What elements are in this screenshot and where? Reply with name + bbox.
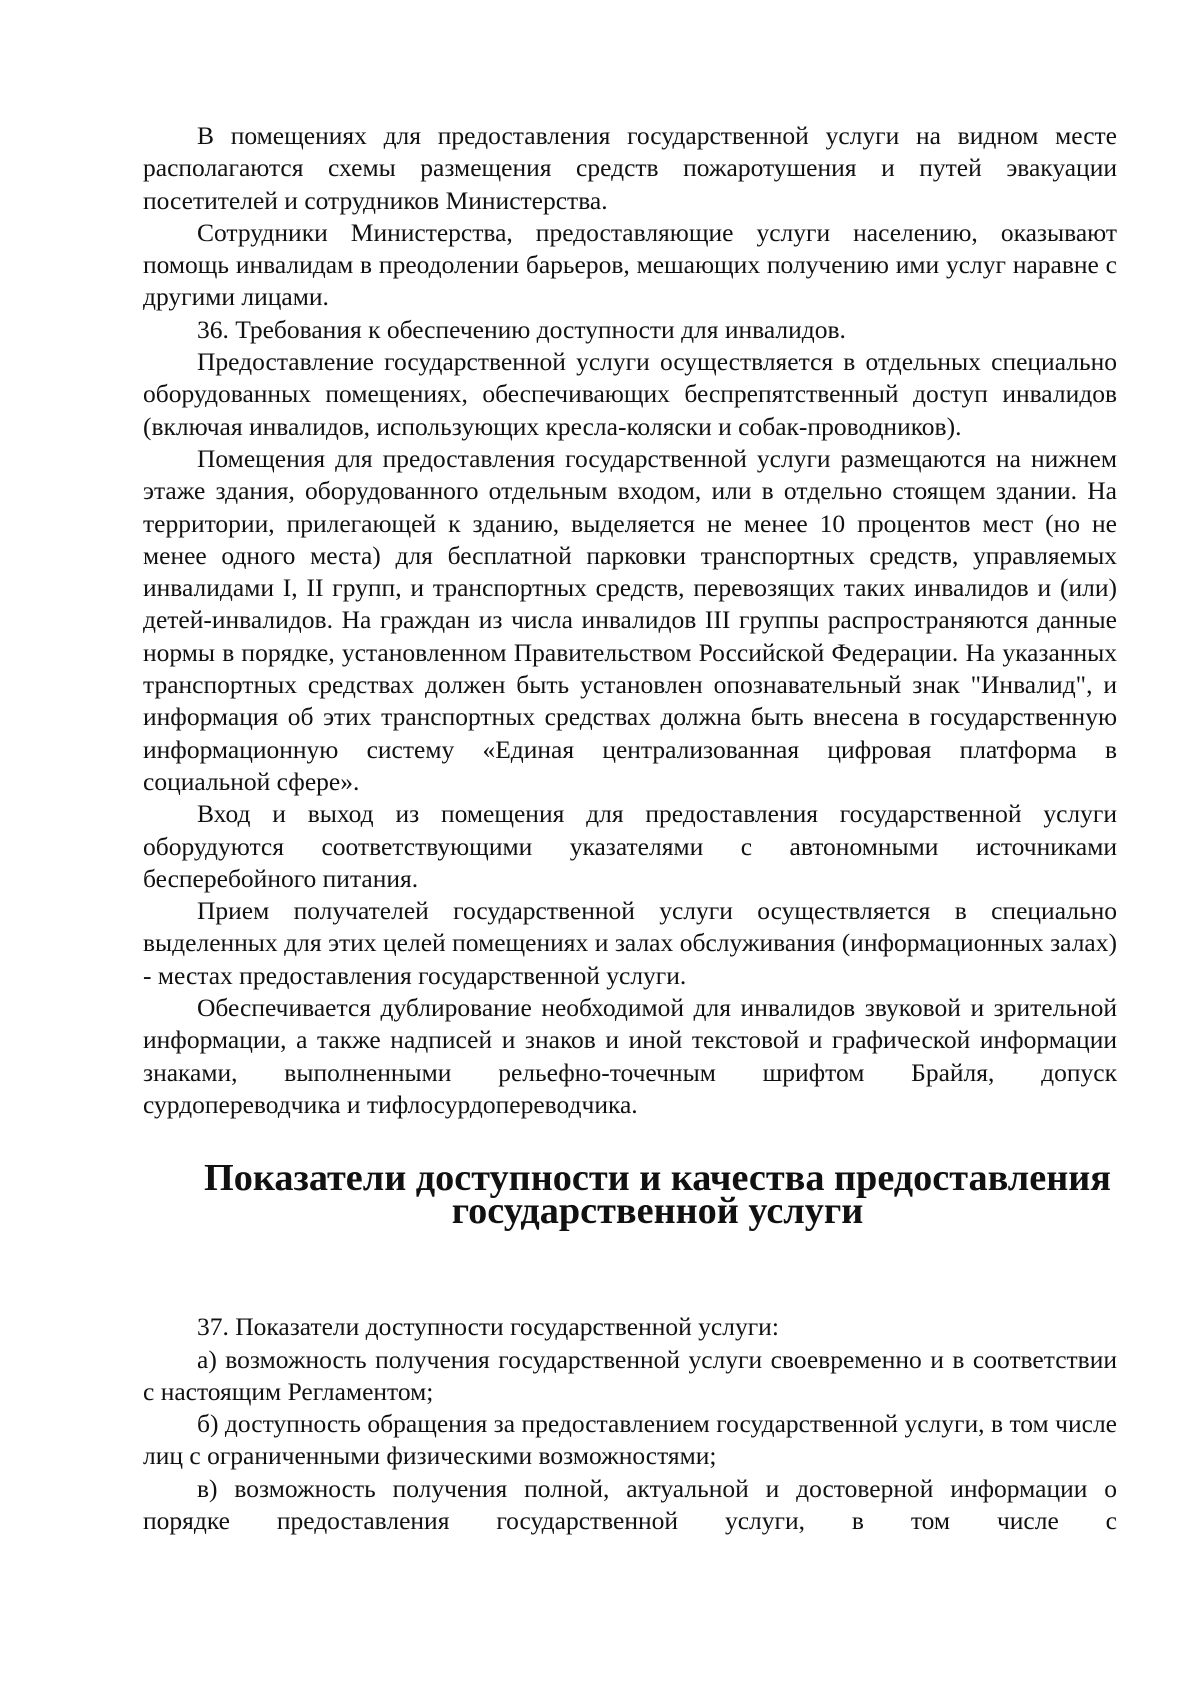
paragraph-braille: Обеспечивается дублирование необходимой для инвалидов звуковой и зрительной информации, а также надписей и знаков и иной текстовой и графической информации знаками, выполненными рельефно-точечным шрифтом Брайля, допуск сурдопереводчика и тифлосурдопереводчика. — [143, 993, 1117, 1119]
paragraph-item-36: 36. Требования к обеспечению доступности для инвалидов. — [197, 314, 846, 344]
list-item-a: а) возможность получения государственной услуги своевременно и в соответствии с настоящим Регламентом; — [143, 1344, 1117, 1406]
paragraph-item-37: 37. Показатели доступности государственной услуги: — [197, 1312, 779, 1342]
paragraph-staff-assistance: Сотрудники Министерства, предоставляющие услуги населению, оказывают помощь инвалидам в преодолении барьеров, мешающих получению ими услуг наравне с другими лицами. — [143, 217, 1117, 312]
section-title — [143, 1157, 1117, 1232]
section-title-line-2: государственной услуги — [451, 1189, 864, 1232]
list-item-c: в) возможность получения полной, актуальной и достоверной информации о порядке предоставления государственной услуги, в том числе с — [143, 1473, 1117, 1535]
paragraph-parking: Помещения для предоставления государственной услуги размещаются на нижнем этаже здания, оборудованного отдельным входом, или в отдельно стоящем здании. На территории, прилегающей к зданию, выделяется не менее 10 процентов мест (но не менее одного места) для бесплатной парковки транспортных средств, управляемых инвалидами I, II групп, и транспортных средств, перевозящих таких инвалидов и (или) детей-инвалидов. На граждан из числа инвалидов III группы распространяются данные нормы в порядке, установленном Правительством Российской Федерации. На указанных транспортных средствах должен быть установлен опознавательный знак "Инвалид", и информация об этих транспортных средствах должна быть внесена в государственную информационную систему «Единая централизованная цифровая платформа в социальной сфере». — [143, 443, 1117, 796]
paragraph-equipped-premises: Предоставление государственной услуги осуществляется в отдельных специально оборудованных помещениях, обеспечивающих беспрепятственный доступ инвалидов (включая инвалидов, использующих кресла-коляски и собак-проводников). — [143, 347, 1117, 441]
document-page — [143, 120, 1117, 1537]
section-title-line-1: Показатели доступности и качества предоставления — [204, 1157, 1111, 1200]
paragraph-reception: Прием получателей государственной услуги осуществляется в специально выделенных для этих целей помещениях и залах обслуживания (информационных залах) - местах предоставления государственной услуги. — [143, 896, 1117, 990]
paragraph-evacuation-schemes: В помещениях для предоставления государственной услуги на видном месте располагаются схемы размещения средств пожаротушения и путей эвакуации посетителей и сотрудников Министерства. — [143, 121, 1117, 215]
paragraph-entrance-exit: Вход и выход из помещения для предоставления государственной услуги оборудуются соответствующими указателями с автономными источниками бесперебойного питания. — [143, 799, 1117, 893]
list-item-b: б) доступность обращения за предоставлением государственной услуги, в том числе лиц с ограниченными физическими возможностями; — [143, 1409, 1117, 1471]
